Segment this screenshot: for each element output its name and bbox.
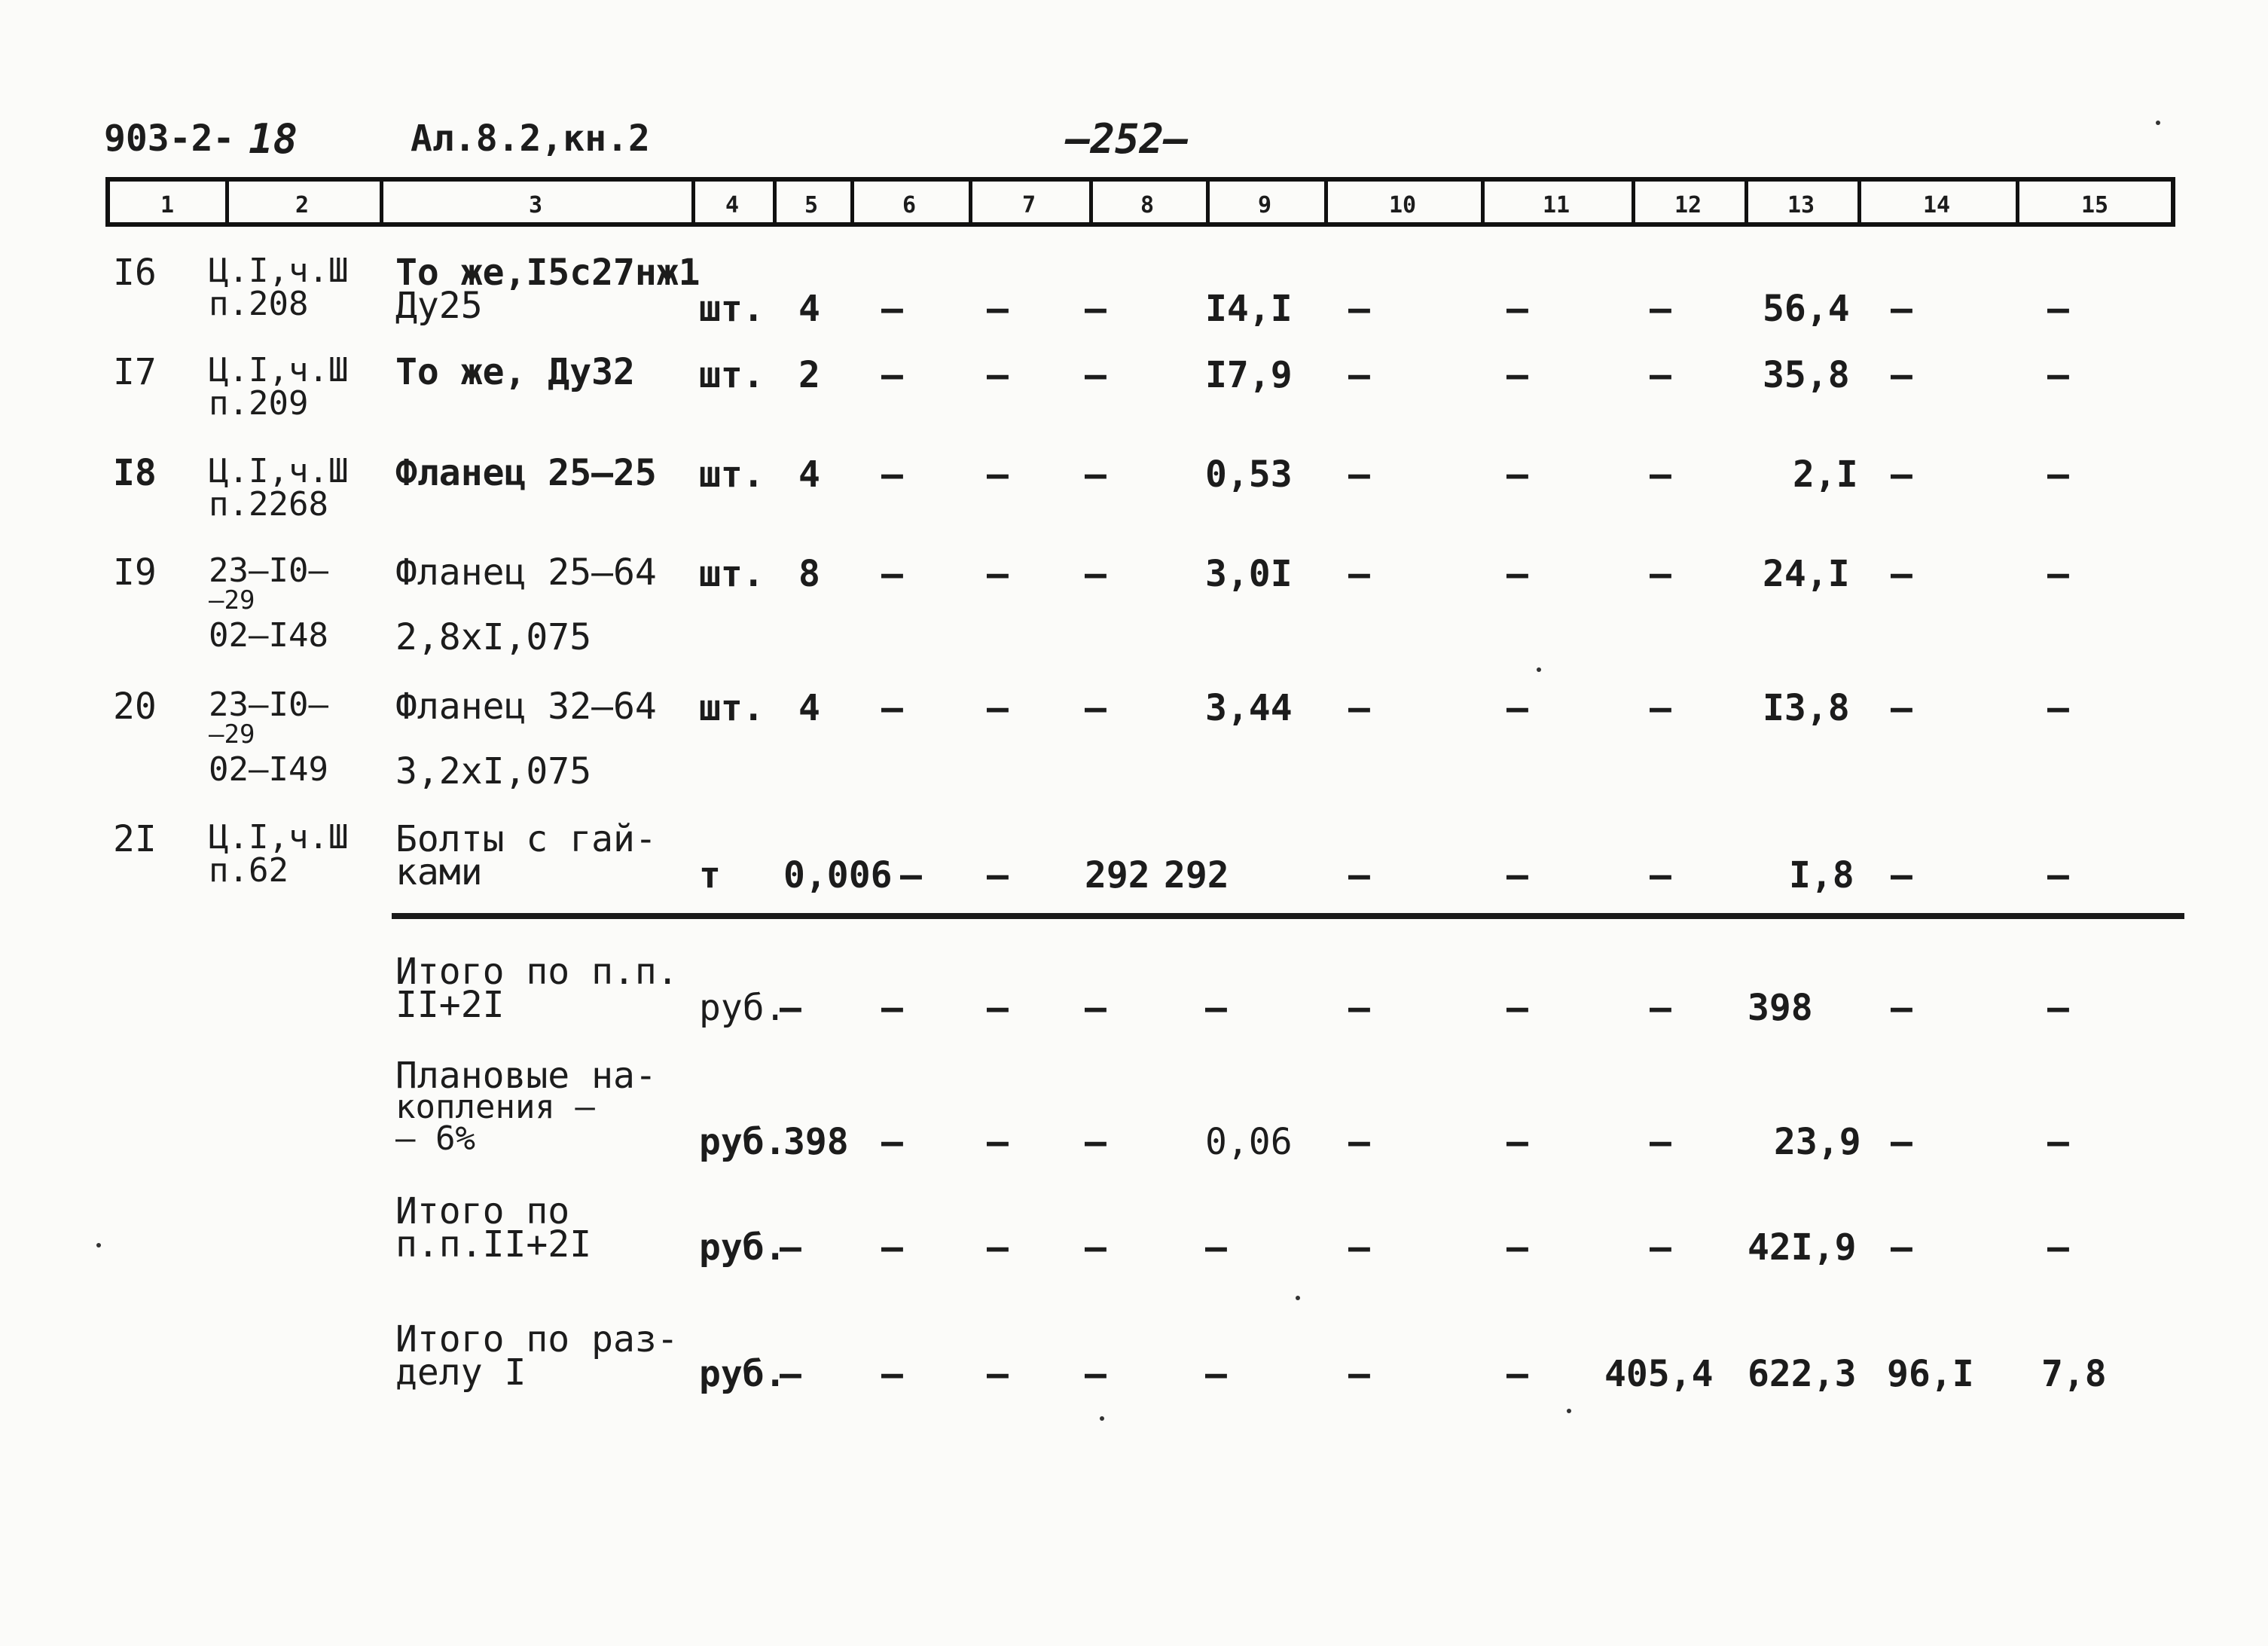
- cell-c10: –: [1348, 1226, 1370, 1269]
- column-number-11: 11: [1542, 192, 1571, 218]
- cell-c7: –: [987, 354, 1009, 396]
- cell-c12: 405,4: [1604, 1353, 1714, 1395]
- cell-c11: –: [1506, 854, 1528, 896]
- summary-divider: [392, 913, 2184, 919]
- column-divider: [1857, 182, 1861, 222]
- total-unit: руб.: [699, 1353, 786, 1395]
- cell-c14: –: [1891, 987, 1912, 1029]
- row-description: ками: [395, 851, 483, 893]
- row-unit: шт.: [699, 288, 765, 330]
- cell-c11: –: [1506, 453, 1528, 496]
- cell-c7: –: [987, 1226, 1009, 1269]
- row-reference: п.209: [209, 384, 309, 423]
- total-unit: руб.: [699, 987, 786, 1029]
- cell-c13: 2,I: [1793, 453, 1858, 496]
- column-number-1: 1: [160, 192, 175, 218]
- cell-c5: –: [780, 1353, 801, 1395]
- cell-c7: –: [987, 453, 1009, 496]
- row-description: 3,2хI,075: [395, 750, 592, 792]
- scan-speck: [96, 1243, 101, 1247]
- cell-c13: 42I,9: [1748, 1226, 1857, 1269]
- cell-c14: –: [1891, 288, 1912, 330]
- row-unit: т: [699, 854, 721, 896]
- column-divider: [1632, 182, 1635, 222]
- cell-c10: –: [1348, 354, 1370, 396]
- total-description: Плановые на-: [395, 1055, 657, 1097]
- row-number: I7: [113, 351, 157, 393]
- cell-c7: –: [987, 1121, 1009, 1163]
- column-divider: [1089, 182, 1093, 222]
- album-reference: Ал.8.2,кн.2: [411, 118, 650, 160]
- cell-c8: –: [1085, 288, 1107, 330]
- cell-c15: –: [2047, 987, 2069, 1029]
- cell-c10: –: [1348, 288, 1370, 330]
- row-description: 2,8хI,075: [395, 616, 592, 658]
- cell-c11: –: [1506, 1353, 1528, 1395]
- row-description: Фланец 25–25: [395, 452, 657, 494]
- cell-c15: –: [2047, 553, 2069, 595]
- cell-c15: –: [2047, 1226, 2069, 1269]
- cell-c8: –: [1085, 687, 1107, 729]
- doc-code-handwritten: 18: [249, 115, 298, 163]
- cell-c11: –: [1506, 553, 1528, 595]
- cell-c14: –: [1891, 1121, 1912, 1163]
- cell-c12: –: [1650, 987, 1671, 1029]
- row-reference: Ц.I,ч.Ш: [209, 818, 349, 857]
- cell-c5: 2: [798, 354, 820, 396]
- cell-c11: –: [1506, 288, 1528, 330]
- cell-c12: –: [1650, 687, 1671, 729]
- doc-code: 903-2-: [104, 118, 235, 160]
- row-reference: Ц.I,ч.Ш: [209, 351, 349, 389]
- row-unit: шт.: [699, 354, 765, 396]
- row-reference: п.62: [209, 851, 288, 890]
- row-description: Фланец 25–64: [395, 551, 657, 594]
- cell-c12: –: [1650, 854, 1671, 896]
- cell-c6: –: [881, 987, 903, 1029]
- cell-c14: –: [1891, 453, 1912, 496]
- row-description: То же, Ду32: [395, 351, 635, 393]
- cell-c10: –: [1348, 1121, 1370, 1163]
- cell-c6: –: [900, 854, 922, 896]
- column-number-7: 7: [1021, 192, 1036, 218]
- scan-speck: [1100, 1416, 1104, 1421]
- cell-c8: –: [1085, 354, 1107, 396]
- total-description: копления –: [395, 1088, 595, 1126]
- cell-c5: 4: [798, 288, 820, 330]
- row-reference: 02–I49: [209, 750, 328, 789]
- column-divider: [773, 182, 777, 222]
- row-reference: –29: [209, 585, 255, 615]
- cell-c7: –: [987, 854, 1009, 896]
- column-divider: [225, 182, 229, 222]
- cell-c5: –: [780, 987, 801, 1029]
- cell-c6: –: [881, 288, 903, 330]
- cell-c8: –: [1085, 1226, 1107, 1269]
- cell-c12: –: [1650, 288, 1671, 330]
- column-number-12: 12: [1674, 192, 1702, 218]
- column-number-6: 6: [902, 192, 917, 218]
- cell-c12: –: [1650, 354, 1671, 396]
- row-number: 2I: [113, 818, 157, 860]
- row-number: 20: [113, 686, 157, 728]
- column-divider: [850, 182, 854, 222]
- cell-c11: –: [1506, 687, 1528, 729]
- cell-c5: 4: [798, 453, 820, 496]
- cell-c11: –: [1506, 987, 1528, 1029]
- cell-c7: –: [987, 553, 1009, 595]
- cell-c10: –: [1348, 553, 1370, 595]
- cell-c15: –: [2047, 354, 2069, 396]
- cell-c5: –: [780, 1226, 801, 1269]
- cell-c15: –: [2047, 1121, 2069, 1163]
- row-description: Фланец 32–64: [395, 686, 657, 728]
- row-number: I9: [113, 551, 157, 594]
- cell-c5: 8: [798, 553, 820, 595]
- column-number-9: 9: [1257, 192, 1272, 218]
- cell-c9: –: [1205, 1353, 1227, 1395]
- cell-c13: 35,8: [1763, 354, 1850, 396]
- total-description: II+2I: [395, 984, 505, 1026]
- cell-c7: –: [987, 1353, 1009, 1395]
- cell-c13: 398: [1748, 987, 1813, 1029]
- cell-c7: –: [987, 687, 1009, 729]
- scan-speck: [2156, 121, 2160, 125]
- row-reference: п.2268: [209, 485, 328, 524]
- column-divider: [691, 182, 695, 222]
- cell-c9: I4,I: [1205, 288, 1293, 330]
- column-divider: [1324, 182, 1328, 222]
- cell-c14: –: [1891, 687, 1912, 729]
- row-reference: Ц.I,ч.Ш: [209, 452, 349, 490]
- column-divider: [380, 182, 383, 222]
- cell-c10: –: [1348, 987, 1370, 1029]
- cell-c5: 0,006: [783, 854, 893, 896]
- cell-c6: –: [881, 1353, 903, 1395]
- cell-c14: 96,I: [1887, 1353, 1974, 1395]
- column-number-4: 4: [725, 192, 740, 218]
- cell-c13: I3,8: [1763, 687, 1850, 729]
- total-unit: руб.: [699, 1121, 786, 1163]
- cell-c13: I,8: [1789, 854, 1854, 896]
- total-description: Итого по раз-: [395, 1318, 679, 1360]
- page-number: —252—: [1066, 115, 1189, 163]
- cell-c6: –: [881, 354, 903, 396]
- column-divider: [1744, 182, 1748, 222]
- cell-c15: –: [2047, 687, 2069, 729]
- column-number-15: 15: [2080, 192, 2109, 218]
- column-number-8: 8: [1140, 192, 1155, 218]
- column-number-5: 5: [804, 192, 819, 218]
- cell-c11: –: [1506, 1121, 1528, 1163]
- column-number-2: 2: [295, 192, 310, 218]
- cell-c9: –: [1205, 987, 1227, 1029]
- cell-c8: –: [1085, 987, 1107, 1029]
- total-description: делу I: [395, 1351, 527, 1394]
- column-divider: [2016, 182, 2019, 222]
- cell-c8: 292: [1085, 854, 1150, 896]
- cell-c9: I7,9: [1205, 354, 1293, 396]
- column-number-header: [105, 177, 2175, 227]
- cell-c9: 0,53: [1205, 453, 1293, 496]
- cell-c12: –: [1650, 553, 1671, 595]
- column-number-13: 13: [1787, 192, 1815, 218]
- cell-c8-value: 292: [1164, 854, 1229, 896]
- cell-c6: –: [881, 1226, 903, 1269]
- row-unit: шт.: [699, 687, 765, 729]
- cell-c7: –: [987, 288, 1009, 330]
- cell-c6: –: [881, 687, 903, 729]
- cell-c5: 4: [798, 687, 820, 729]
- cell-c13: 24,I: [1763, 553, 1850, 595]
- cell-c13: 23,9: [1774, 1121, 1861, 1163]
- row-reference: –29: [209, 719, 255, 750]
- column-divider: [1206, 182, 1210, 222]
- cell-c6: –: [881, 453, 903, 496]
- row-number: I6: [113, 252, 157, 294]
- cell-c10: –: [1348, 453, 1370, 496]
- scan-speck: [1537, 667, 1541, 672]
- cell-c9: 0,06: [1205, 1121, 1293, 1163]
- row-reference: 23–I0–: [209, 686, 328, 724]
- row-number: I8: [113, 452, 157, 494]
- column-number-14: 14: [1922, 192, 1951, 218]
- cell-c8: –: [1085, 1121, 1107, 1163]
- row-unit: шт.: [699, 453, 765, 496]
- row-description: То же,I5с27нж1: [395, 252, 701, 294]
- cell-c15: –: [2047, 453, 2069, 496]
- cell-c12: –: [1650, 1121, 1671, 1163]
- cell-c8: –: [1085, 553, 1107, 595]
- column-divider: [1481, 182, 1485, 222]
- cell-c12: –: [1650, 453, 1671, 496]
- cell-c6: –: [881, 1121, 903, 1163]
- cell-c14: –: [1891, 553, 1912, 595]
- cell-c13: 56,4: [1763, 288, 1850, 330]
- column-number-3: 3: [528, 192, 543, 218]
- cell-c14: –: [1891, 854, 1912, 896]
- cell-c5: 398: [783, 1121, 849, 1163]
- total-description: Итого по: [395, 1190, 570, 1232]
- row-description: Болты с гай-: [395, 818, 657, 860]
- cell-c9: 3,0I: [1205, 553, 1293, 595]
- cell-c14: –: [1891, 1226, 1912, 1269]
- cell-c15: –: [2047, 854, 2069, 896]
- total-description: – 6%: [395, 1119, 475, 1158]
- cell-c8: –: [1085, 1353, 1107, 1395]
- cell-c7: –: [987, 987, 1009, 1029]
- cell-c8: –: [1085, 453, 1107, 496]
- total-description: Итого по п.п.: [395, 951, 679, 993]
- cell-c11: –: [1506, 1226, 1528, 1269]
- cell-c15: –: [2047, 288, 2069, 330]
- row-reference: Ц.I,ч.Ш: [209, 252, 349, 290]
- cell-c10: –: [1348, 687, 1370, 729]
- total-description: п.п.II+2I: [395, 1223, 592, 1266]
- cell-c14: –: [1891, 354, 1912, 396]
- row-reference: 02–I48: [209, 616, 328, 655]
- scan-speck: [1296, 1296, 1300, 1300]
- row-reference: 23–I0–: [209, 551, 328, 590]
- cell-c9: 3,44: [1205, 687, 1293, 729]
- row-unit: шт.: [699, 553, 765, 595]
- row-description: Ду25: [395, 285, 483, 327]
- cell-c10: –: [1348, 854, 1370, 896]
- cell-c11: –: [1506, 354, 1528, 396]
- row-reference: п.208: [209, 285, 309, 323]
- column-number-10: 10: [1388, 192, 1417, 218]
- cell-c12: –: [1650, 1226, 1671, 1269]
- scan-speck: [1567, 1409, 1571, 1413]
- cell-c6: –: [881, 553, 903, 595]
- cell-c15: 7,8: [2041, 1353, 2107, 1395]
- cell-c13: 622,3: [1748, 1353, 1857, 1395]
- column-divider: [969, 182, 972, 222]
- cell-c10: –: [1348, 1353, 1370, 1395]
- cell-c9: –: [1205, 1226, 1227, 1269]
- total-unit: руб.: [699, 1226, 786, 1269]
